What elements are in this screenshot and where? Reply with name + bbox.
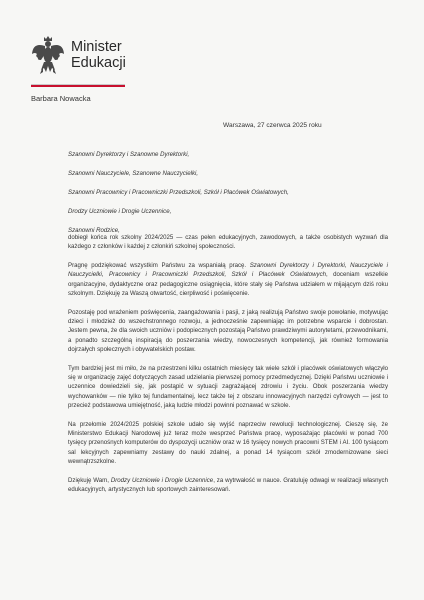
minister-name: Barbara Nowacka	[31, 94, 91, 103]
letter-body	[68, 233, 388, 504]
paragraph: Pragnę podziękować wszystkim Państwu za wspaniałą pracę. Szanowni Dyrektorzy i Dyrektorki, Nauczyciele i Nauczycielki, Pracownicy i Pracowniczki Przedszkoli, Szkół i Placówek Oświatowych, doceniam wszelkie organizacyjne, dydaktyczne oraz pedagogiczne osiągnięcia, które stały się Państwa udziałem w mijającym dziś roku szkolnym. Dziękuję za Waszą otwartość, cierpliwość i poświęcenie.	[68, 262, 389, 297]
salutations	[68, 151, 388, 246]
letter-date: Warszawa, 27 czerwca 2025 roku	[223, 122, 322, 129]
paragraph: Na przełomie 2024/2025 polskiej szkole udało się wyjść naprzeciw rewolucji technologicznej. Cieszę się, że Ministerstwo Edukacji Narodowej już teraz może wesprzeć Państwa pracę, wyposażając placówki w ponad 700 tysięcy przenośnych komputerów do dyspozycji uczniów oraz w 16 tysięcy nowych pracowni STEM i AI. 100 tysiącom sal lekcyjnych zapewniamy zestawy do nauki zdalnej, a ponad 14 tysiącom szkół zmodernizowane sieci wewnątrzszkolne.	[68, 420, 388, 465]
ministry-name	[71, 39, 126, 71]
salutation-line: Szanowni Dyrektorzy i Szanowne Dyrektorki,	[68, 151, 190, 158]
paragraph: dobiegł końca rok szkolny 2024/2025 — czas pełen edukacyjnych, zawodowych, a także osobistych wyzwań dla każdego z członków i każdej z członkiń szkolnej społeczności.	[68, 234, 388, 251]
salutation-line: Szanowni Nauczyciele, Szanowne Nauczycielki,	[68, 170, 199, 177]
paragraph: Dziękuję Wam, Drodzy Uczniowie i Drogie Uczennice, za wytrwałość w nauce. Gratuluję odwagi w realizacji własnych edukacyjnych, artystycznych lub sportowych zainteresowań.	[68, 476, 388, 494]
ministry-line-1: Minister	[71, 39, 122, 55]
salutation-line: Drodzy Uczniowie i Drogie Uczennice,	[68, 208, 172, 215]
paragraph: Pozostaję pod wrażeniem poświęcenia, zaangażowania i pasji, z jaką realizują Państwo swoje powołanie, motywując dzieci i młodzież do wszechstronnego rozwoju, a jednocześnie zapewniając im potrzebne wsparcie i dobrostan. Jestem pewna, że dla swoich uczniów i podopiecznych pozostają Państwo prawdziwymi autorytetami, przewodnikami, a ponadto szczególną inspiracją do poszerzania wiedzy, nowoczesnych kompetencji, jak również formowania dojrzałych społecznych i obywatelskich postaw.	[68, 308, 388, 353]
paragraph: Tym bardziej jest mi miło, że na przestrzeni kilku ostatnich miesięcy tak wiele szkół i placówek oświatowych włączyło się w organizację zajęć dotyczących zasad udzielania pierwszej pomocy przedmedycznej. Dzięki Państwu uczniowie i uczennice dowiedzieli się, jak postąpić w sytuacji zagrażającej zdrowiu i życiu. Obok poszerzania wiedzy wychowanków — nie tylko tej fundamentalnej, lecz także tej z obszaru innowacyjnych narzędzi cyfrowych — jest to przecież podstawowa umiejętność, jaką ludzie młodzi powinni poznawać w szkole.	[68, 364, 388, 409]
ministry-line-2: Edukacji	[71, 55, 126, 71]
salutation-line: Szanowni Rodzice,	[68, 227, 120, 234]
salutation-line: Szanowni Pracownicy i Pracowniczki Przedszkoli, Szkół i Placówek Oświatowych,	[68, 189, 289, 196]
polish-eagle-emblem-icon	[31, 36, 65, 76]
flag-stripe	[31, 84, 125, 87]
